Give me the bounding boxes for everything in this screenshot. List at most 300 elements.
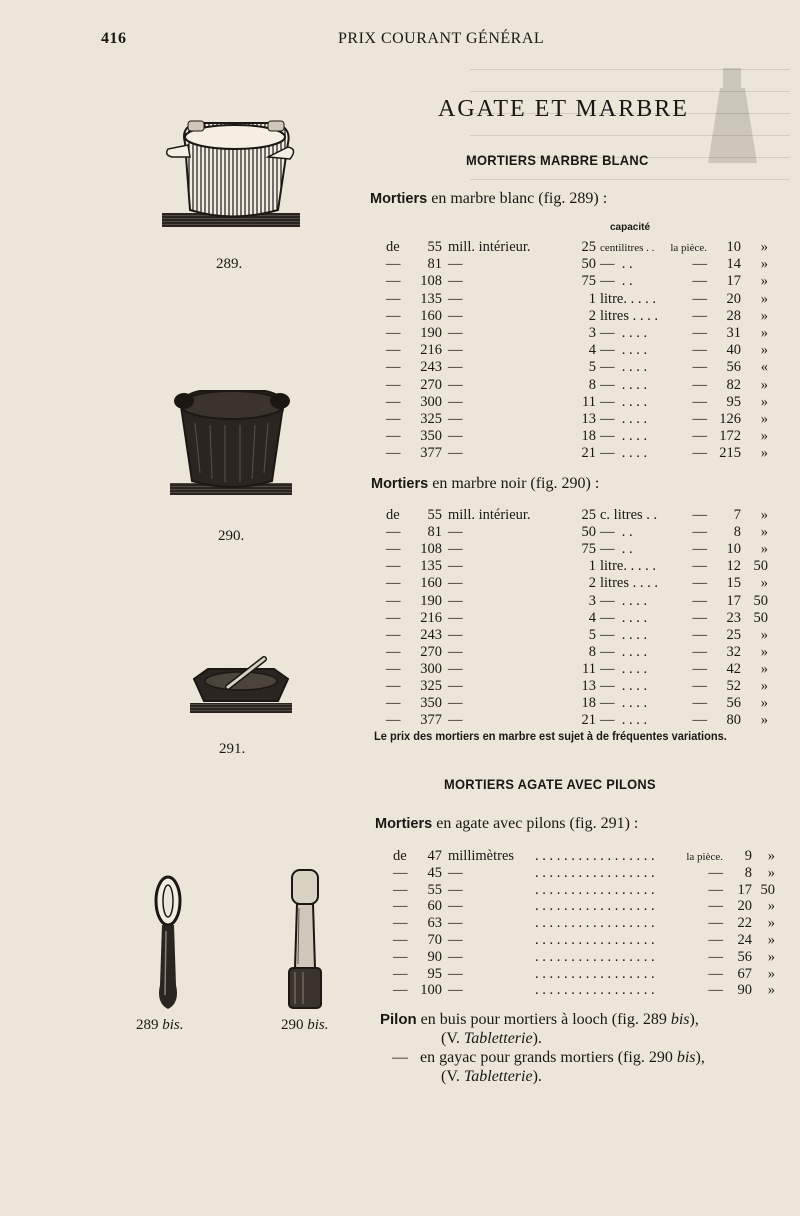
- price-francs: 20: [726, 290, 741, 307]
- diameter-mm: 160: [420, 575, 442, 592]
- pilon-line-3: [392, 1049, 705, 1067]
- price-basis: —: [692, 428, 707, 445]
- price-centimes: »: [767, 948, 775, 965]
- intro-bold: Mortiers: [375, 816, 433, 832]
- diameter-unit: —: [448, 881, 463, 898]
- price-francs: 8: [733, 524, 741, 541]
- capacity-value: 2: [588, 307, 596, 324]
- price-centimes: »: [760, 507, 768, 523]
- price-basis: —: [708, 898, 723, 915]
- price-centimes: »: [760, 541, 768, 558]
- price-francs: 56: [737, 948, 752, 965]
- leader-dots: . . . . . . . . . . . . . . . . .: [535, 982, 655, 999]
- diameter-mm: 81: [427, 524, 442, 541]
- price-centimes: »: [760, 239, 768, 255]
- capacity-value: 75: [581, 541, 596, 558]
- diameter-mm: 135: [420, 290, 442, 307]
- price-centimes: »: [760, 712, 768, 729]
- figure-suffix: bis.: [162, 1017, 184, 1033]
- capacity-unit: litres . . . .: [600, 575, 658, 592]
- row-prefix: —: [386, 342, 401, 359]
- gayac-pestle-illustration: [285, 868, 325, 1013]
- pilon-ref-end: ).: [532, 1030, 542, 1047]
- capacity-unit: — . . . .: [600, 445, 648, 462]
- intro-bold: Mortiers: [371, 476, 429, 492]
- diameter-unit: —: [448, 965, 463, 982]
- capacity-value: 8: [588, 376, 596, 393]
- capacity-unit: — . . . .: [600, 592, 648, 609]
- price-basis: la pièce.: [686, 851, 723, 863]
- white-marble-mortar-illustration: [160, 115, 305, 245]
- price-francs: 32: [726, 643, 741, 660]
- price-centimes: »: [760, 376, 768, 393]
- price-basis: —: [692, 376, 707, 393]
- leader-dots: . . . . . . . . . . . . . . . . .: [535, 898, 655, 915]
- capacity-value: 18: [581, 695, 596, 712]
- diameter-unit: —: [448, 932, 463, 948]
- capacity-unit: — . . . .: [600, 393, 648, 410]
- diameter-unit: —: [448, 524, 463, 541]
- price-basis: la pièce.: [670, 242, 707, 254]
- price-francs: 14: [726, 256, 741, 273]
- capacity-unit: litre. . . . .: [600, 558, 656, 575]
- price-centimes: 50: [753, 592, 768, 609]
- row-prefix: —: [386, 273, 401, 290]
- price-francs: 24: [737, 932, 752, 948]
- row-prefix: —: [393, 864, 408, 881]
- price-basis: —: [692, 359, 707, 376]
- row-prefix: —: [393, 965, 408, 982]
- leader-dots: . . . . . . . . . . . . . . . . .: [535, 965, 655, 982]
- capacity-value: 21: [581, 445, 596, 462]
- row-prefix: —: [393, 898, 408, 915]
- capacity-label: capacité: [610, 222, 651, 233]
- page-title: AGATE ET MARBRE: [438, 96, 689, 122]
- capacity-value: 8: [588, 643, 596, 660]
- price-francs: 215: [719, 445, 741, 462]
- price-centimes: »: [767, 982, 775, 999]
- diameter-mm: 216: [420, 342, 442, 359]
- figure-suffix: bis.: [307, 1017, 329, 1033]
- pilon-dash: —: [392, 1049, 408, 1066]
- diameter-mm: 81: [427, 256, 442, 273]
- price-basis: —: [692, 507, 707, 523]
- price-centimes: »: [760, 273, 768, 290]
- price-basis: —: [692, 342, 707, 359]
- diameter-unit: —: [448, 411, 463, 427]
- diameter-mm: 108: [420, 541, 442, 558]
- price-centimes: »: [767, 932, 775, 948]
- price-francs: 95: [726, 393, 741, 410]
- intro-marbre-noir: [371, 475, 599, 493]
- price-centimes: »: [767, 898, 775, 915]
- price-centimes: »: [767, 848, 775, 864]
- row-prefix: —: [393, 982, 408, 999]
- price-centimes: 50: [760, 881, 775, 898]
- figure-caption-289bis: [136, 1017, 184, 1034]
- capacity-unit: litres . . . .: [600, 307, 658, 324]
- diameter-unit: —: [448, 660, 463, 677]
- row-prefix: —: [386, 575, 401, 592]
- capacity-unit: c. litres . .: [600, 507, 658, 523]
- row-prefix: —: [386, 592, 401, 609]
- price-francs: 8: [744, 864, 752, 881]
- capacity-unit: — . . . .: [600, 359, 648, 376]
- capacity-value: 11: [582, 393, 596, 410]
- price-basis: —: [692, 393, 707, 410]
- capacity-value: 75: [581, 273, 596, 290]
- row-prefix: de: [386, 507, 400, 523]
- running-title: PRIX COURANT GÉNÉRAL: [338, 30, 545, 47]
- row-prefix: de: [393, 848, 407, 864]
- price-centimes: »: [760, 342, 768, 359]
- price-francs: 25: [726, 626, 741, 643]
- diameter-unit: —: [448, 695, 463, 712]
- price-francs: 20: [737, 898, 752, 915]
- row-prefix: —: [386, 393, 401, 410]
- price-francs: 52: [726, 678, 741, 694]
- capacity-value: 50: [581, 524, 596, 541]
- price-francs: 31: [726, 325, 741, 341]
- diameter-mm: 95: [427, 965, 442, 982]
- capacity-unit: — . . . .: [600, 712, 648, 729]
- diameter-mm: 350: [420, 428, 442, 445]
- price-basis: —: [692, 626, 707, 643]
- diameter-unit: —: [448, 712, 463, 729]
- capacity-unit: — . .: [600, 273, 633, 290]
- capacity-unit: — . .: [600, 524, 633, 541]
- diameter-unit: —: [448, 273, 463, 290]
- capacity-value: 5: [588, 626, 596, 643]
- capacity-value: 1: [588, 290, 596, 307]
- price-francs: 56: [726, 695, 741, 712]
- row-prefix: —: [386, 445, 401, 462]
- pilon-fig: bis: [676, 1049, 696, 1066]
- diameter-mm: 243: [420, 626, 442, 643]
- pilon-text: en gayac pour grands mortiers (fig. 290: [420, 1049, 673, 1066]
- price-francs: 12: [726, 558, 741, 575]
- figure-caption-290bis: [281, 1017, 329, 1034]
- pilon-fig: bis: [670, 1011, 690, 1028]
- price-basis: —: [692, 290, 707, 307]
- price-basis: —: [692, 558, 707, 575]
- price-centimes: »: [760, 643, 768, 660]
- price-basis: —: [692, 678, 707, 694]
- row-prefix: —: [386, 660, 401, 677]
- leader-dots: . . . . . . . . . . . . . . . . .: [535, 932, 655, 948]
- price-basis: —: [708, 864, 723, 881]
- diameter-unit: —: [448, 393, 463, 410]
- capacity-value: 11: [582, 660, 596, 677]
- price-francs: 40: [726, 342, 741, 359]
- row-prefix: —: [393, 948, 408, 965]
- price-basis: —: [692, 273, 707, 290]
- pilon-ref-end: ).: [532, 1068, 542, 1085]
- diameter-mm: 377: [420, 712, 442, 729]
- diameter-unit: —: [448, 359, 463, 376]
- diameter-mm: 47: [427, 848, 442, 864]
- capacity-value: 25: [581, 507, 596, 523]
- price-centimes: »: [760, 307, 768, 324]
- price-francs: 28: [726, 307, 741, 324]
- price-centimes: 50: [753, 558, 768, 575]
- price-centimes: »: [760, 393, 768, 410]
- price-francs: 9: [744, 848, 752, 864]
- price-basis: —: [708, 948, 723, 965]
- diameter-mm: 270: [420, 376, 442, 393]
- diameter-unit: —: [448, 376, 463, 393]
- row-prefix: —: [393, 915, 408, 932]
- row-prefix: —: [386, 678, 401, 694]
- diameter-unit: —: [448, 609, 463, 626]
- diameter-unit: —: [448, 643, 463, 660]
- price-francs: 10: [726, 239, 741, 255]
- price-francs: 17: [726, 592, 741, 609]
- capacity-value: 2: [588, 575, 596, 592]
- diameter-mm: 190: [420, 592, 442, 609]
- capacity-unit: — . . . .: [600, 376, 648, 393]
- boxwood-pestle-illustration: [148, 875, 188, 1015]
- price-basis: —: [708, 982, 723, 999]
- diameter-mm: 108: [420, 273, 442, 290]
- pilon-bold: Pilon: [380, 1011, 417, 1028]
- price-centimes: »: [760, 256, 768, 273]
- diameter-mm: 270: [420, 643, 442, 660]
- row-prefix: —: [386, 712, 401, 729]
- intro-marbre-blanc: [370, 190, 607, 208]
- price-basis: —: [692, 256, 707, 273]
- price-francs: 82: [726, 376, 741, 393]
- row-prefix: —: [393, 881, 408, 898]
- row-prefix: de: [386, 239, 400, 255]
- capacity-unit: — . . . .: [600, 325, 648, 341]
- diameter-unit: —: [448, 678, 463, 694]
- row-prefix: —: [386, 541, 401, 558]
- price-basis: —: [708, 965, 723, 982]
- black-marble-mortar-illustration: [170, 383, 295, 508]
- row-prefix: —: [386, 359, 401, 376]
- leader-dots: . . . . . . . . . . . . . . . . .: [535, 848, 655, 864]
- price-basis: —: [708, 915, 723, 932]
- diameter-mm: 100: [420, 982, 442, 999]
- price-centimes: »: [767, 965, 775, 982]
- capacity-unit: — . . . .: [600, 428, 648, 445]
- row-prefix: —: [386, 428, 401, 445]
- row-prefix: —: [386, 411, 401, 427]
- diameter-mm: 45: [427, 864, 442, 881]
- price-basis: —: [692, 592, 707, 609]
- diameter-unit: —: [448, 592, 463, 609]
- intro-text: en marbre blanc (fig. 289) :: [431, 190, 608, 207]
- pilon-end: ),: [689, 1011, 699, 1028]
- price-basis: —: [692, 609, 707, 626]
- diameter-mm: 325: [420, 411, 442, 427]
- price-basis: —: [692, 695, 707, 712]
- diameter-unit: —: [448, 428, 463, 445]
- diameter-unit: —: [448, 256, 463, 273]
- diameter-unit: —: [448, 558, 463, 575]
- diameter-mm: 63: [427, 915, 442, 932]
- diameter-unit: mill. intérieur.: [448, 239, 531, 255]
- diameter-mm: 70: [427, 932, 442, 948]
- pilon-line-4: [441, 1068, 542, 1086]
- leader-dots: . . . . . . . . . . . . . . . . .: [535, 915, 655, 932]
- diameter-mm: 55: [427, 239, 442, 255]
- price-francs: 23: [726, 609, 741, 626]
- row-prefix: —: [386, 307, 401, 324]
- price-centimes: »: [767, 864, 775, 881]
- pilon-ref: (V.: [441, 1030, 460, 1047]
- price-francs: 17: [726, 273, 741, 290]
- capacity-unit: — . . . .: [600, 342, 648, 359]
- diameter-mm: 216: [420, 609, 442, 626]
- diameter-unit: mill. intérieur.: [448, 507, 531, 523]
- row-prefix: —: [386, 256, 401, 273]
- diameter-unit: —: [448, 342, 463, 359]
- diameter-mm: 190: [420, 325, 442, 341]
- price-francs: 172: [719, 428, 741, 445]
- row-prefix: —: [386, 609, 401, 626]
- capacity-unit: litre. . . . .: [600, 290, 656, 307]
- page-number: 416: [101, 30, 127, 47]
- price-francs: 90: [737, 982, 752, 999]
- capacity-unit: — . . . .: [600, 411, 648, 427]
- diameter-mm: 60: [427, 898, 442, 915]
- diameter-unit: —: [448, 898, 463, 915]
- capacity-unit: — . . . .: [600, 695, 648, 712]
- intro-agate: [375, 815, 638, 833]
- bleed-through-bottle: [705, 68, 760, 188]
- intro-bold: Mortiers: [370, 191, 428, 207]
- pilon-ref: (V.: [441, 1068, 460, 1085]
- leader-dots: . . . . . . . . . . . . . . . . .: [535, 864, 655, 881]
- diameter-unit: —: [448, 948, 463, 965]
- price-centimes: 50: [753, 609, 768, 626]
- price-francs: 126: [719, 411, 741, 427]
- price-basis: —: [692, 307, 707, 324]
- figure-number: 290: [281, 1017, 304, 1033]
- diameter-unit: —: [448, 307, 463, 324]
- agate-mortar-illustration: [186, 655, 296, 725]
- price-basis: —: [692, 541, 707, 558]
- diameter-mm: 300: [420, 393, 442, 410]
- figure-caption-290: 290.: [218, 528, 245, 544]
- capacity-value: 18: [581, 428, 596, 445]
- capacity-unit: centilitres . .: [600, 242, 655, 254]
- diameter-mm: 300: [420, 660, 442, 677]
- row-prefix: —: [386, 626, 401, 643]
- figure-caption-289: 289.: [216, 256, 243, 272]
- diameter-mm: 377: [420, 445, 442, 462]
- pilon-end: ),: [695, 1049, 705, 1066]
- diameter-unit: —: [448, 575, 463, 592]
- price-centimes: »: [767, 915, 775, 932]
- section-heading-marbre-blanc: MORTIERS MARBRE BLANC: [466, 152, 649, 168]
- diameter-unit: millimètres: [448, 848, 515, 864]
- capacity-value: 4: [588, 342, 596, 359]
- price-francs: 80: [726, 712, 741, 729]
- capacity-unit: — . . . .: [600, 643, 648, 660]
- price-francs: 56: [726, 359, 741, 376]
- row-prefix: —: [386, 290, 401, 307]
- price-basis: —: [692, 411, 707, 427]
- price-basis: —: [692, 524, 707, 541]
- intro-text: en marbre noir (fig. 290) :: [432, 475, 600, 492]
- capacity-value: 4: [588, 609, 596, 626]
- price-francs: 22: [737, 915, 752, 932]
- price-francs: 17: [737, 881, 752, 898]
- capacity-value: 5: [588, 359, 596, 376]
- price-centimes: »: [760, 524, 768, 541]
- row-prefix: —: [386, 325, 401, 341]
- diameter-mm: 325: [420, 678, 442, 694]
- price-centimes: »: [760, 411, 768, 427]
- diameter-unit: —: [448, 982, 463, 999]
- diameter-mm: 160: [420, 307, 442, 324]
- price-centimes: »: [760, 445, 768, 462]
- figure-caption-291: 291.: [219, 741, 246, 757]
- price-centimes: »: [760, 695, 768, 712]
- price-francs: 15: [726, 575, 741, 592]
- pilon-line-2: [441, 1030, 542, 1048]
- capacity-unit: — . . . .: [600, 609, 648, 626]
- price-basis: —: [692, 445, 707, 462]
- capacity-unit: — . . . .: [600, 660, 648, 677]
- diameter-unit: —: [448, 541, 463, 558]
- capacity-value: 25: [581, 239, 596, 255]
- row-prefix: —: [386, 695, 401, 712]
- capacity-value: 21: [581, 712, 596, 729]
- price-centimes: »: [760, 678, 768, 694]
- price-francs: 67: [737, 965, 752, 982]
- capacity-value: 50: [581, 256, 596, 273]
- price-basis: —: [708, 881, 723, 898]
- price-centimes: »: [760, 290, 768, 307]
- diameter-mm: 90: [427, 948, 442, 965]
- capacity-unit: — . . . .: [600, 678, 648, 694]
- price-centimes: «: [760, 359, 768, 376]
- row-prefix: —: [386, 524, 401, 541]
- row-prefix: —: [386, 643, 401, 660]
- price-basis: —: [692, 712, 707, 729]
- pilon-ref-italic: Tabletterie: [463, 1068, 533, 1085]
- diameter-unit: —: [448, 626, 463, 643]
- row-prefix: —: [386, 376, 401, 393]
- leader-dots: . . . . . . . . . . . . . . . . .: [535, 881, 655, 898]
- diameter-mm: 55: [427, 507, 442, 523]
- diameter-unit: —: [448, 445, 463, 462]
- figure-number: 289: [136, 1017, 159, 1033]
- diameter-mm: 135: [420, 558, 442, 575]
- section-heading-agate: MORTIERS AGATE AVEC PILONS: [444, 776, 656, 792]
- price-variation-note: Le prix des mortiers en marbre est sujet à de fréquentes variations.: [374, 729, 727, 743]
- diameter-unit: —: [448, 864, 463, 881]
- capacity-value: 13: [581, 411, 596, 427]
- capacity-value: 3: [588, 592, 596, 609]
- pilon-line-1: [380, 1011, 699, 1029]
- leader-dots: . . . . . . . . . . . . . . . . .: [535, 948, 655, 965]
- price-centimes: »: [760, 325, 768, 341]
- pilon-ref-italic: Tabletterie: [463, 1030, 533, 1047]
- price-basis: —: [692, 325, 707, 341]
- price-basis: —: [708, 932, 723, 948]
- diameter-mm: 243: [420, 359, 442, 376]
- price-centimes: »: [760, 428, 768, 445]
- price-basis: —: [692, 643, 707, 660]
- capacity-unit: — . . . .: [600, 626, 648, 643]
- price-centimes: »: [760, 626, 768, 643]
- capacity-unit: — . .: [600, 256, 633, 273]
